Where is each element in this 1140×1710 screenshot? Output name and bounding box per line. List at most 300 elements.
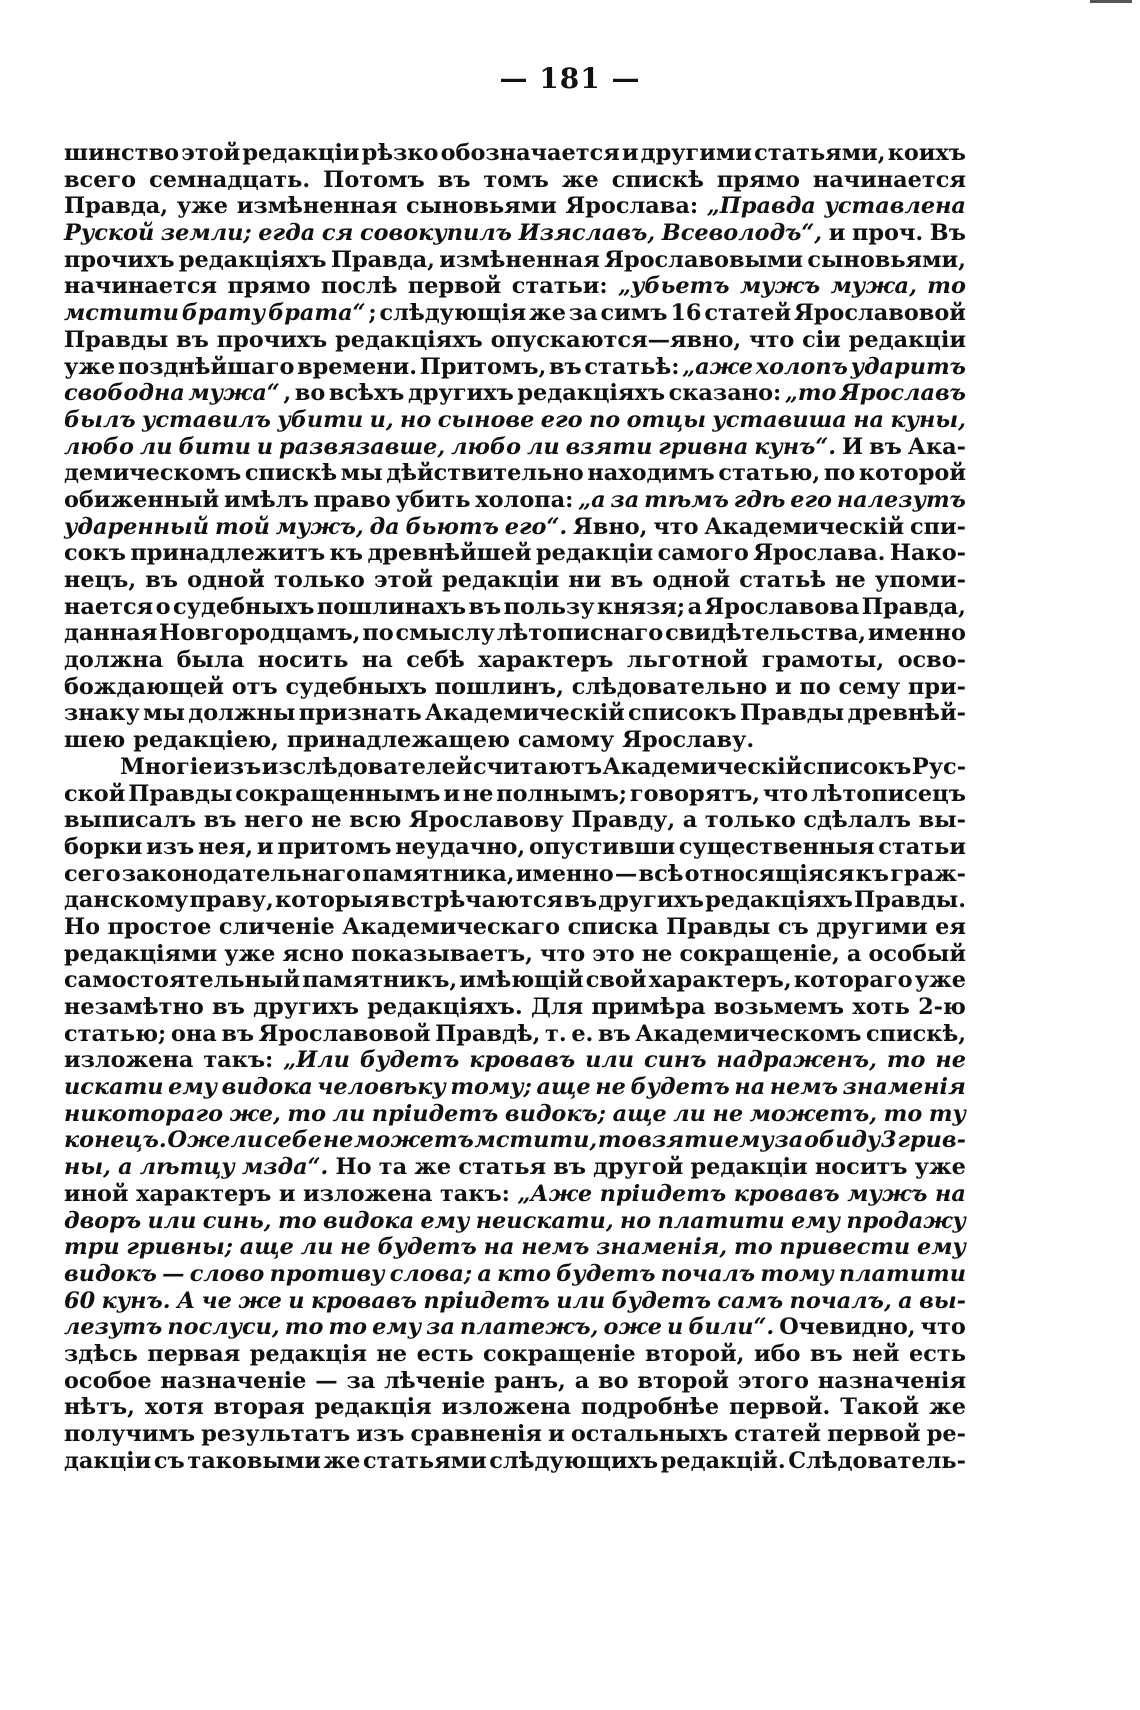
word: Ярославову <box>408 807 564 834</box>
word: лѣченіе <box>384 1367 486 1394</box>
quoted-word: видока <box>322 1207 415 1234</box>
quoted-word: то <box>883 1100 923 1127</box>
word: имѣлъ <box>224 486 309 513</box>
word: къ <box>329 540 363 567</box>
word: статью, <box>718 460 821 487</box>
quoted-word: обиду <box>803 1127 881 1154</box>
text-line <box>64 300 966 327</box>
word: Очевидно, <box>779 1314 916 1341</box>
text-line <box>64 434 966 461</box>
text-line <box>64 1341 966 1368</box>
text-line <box>64 594 966 621</box>
text-line <box>64 407 966 434</box>
text-line <box>64 1127 966 1154</box>
word: мы <box>340 460 383 487</box>
word: статьями, <box>754 140 886 166</box>
word: же <box>561 166 599 193</box>
word: въ <box>564 887 598 914</box>
word: была <box>176 647 245 674</box>
word: полнымъ; <box>496 780 628 807</box>
quoted-word: гривна <box>658 433 749 460</box>
quoted-word: да <box>369 513 400 540</box>
word: при- <box>908 673 966 700</box>
word: не <box>310 807 342 834</box>
word: ре- <box>926 1421 966 1447</box>
text-line <box>64 1314 966 1341</box>
quoted-word: — <box>162 1260 185 1287</box>
quoted-word: или <box>585 1047 635 1074</box>
quoted-word: „а <box>578 486 606 513</box>
text-line <box>64 994 966 1021</box>
quoted-word: убити <box>277 406 364 433</box>
word: Правду, <box>571 807 676 834</box>
word: статьи <box>878 833 966 860</box>
word: Ака- <box>907 433 966 460</box>
word: только <box>273 567 365 593</box>
quoted-word: мужъ, <box>275 513 364 540</box>
word: Но <box>335 1154 372 1181</box>
quoted-word: три <box>64 1234 120 1261</box>
word: т. <box>545 1020 567 1047</box>
word: должны <box>188 700 296 727</box>
word: Явно, <box>573 513 648 540</box>
word: самого <box>657 540 749 567</box>
quoted-word: любо <box>451 433 522 460</box>
quoted-word: можетъ <box>354 1127 474 1154</box>
text-line <box>64 834 966 861</box>
quoted-word: любо <box>64 433 134 460</box>
word: первой <box>407 273 502 300</box>
text-line <box>64 700 966 727</box>
word: не <box>376 1340 408 1367</box>
word: въ <box>203 807 237 834</box>
word: хоть <box>852 994 910 1020</box>
quoted-word: Всеволодъ“, <box>661 220 823 247</box>
quoted-word: сынове <box>437 406 535 433</box>
quoted-word: ему <box>168 1074 218 1101</box>
word: особое <box>64 1367 152 1394</box>
text-line <box>64 487 966 514</box>
word: И <box>842 433 864 460</box>
word: Ярославовыми <box>604 246 804 273</box>
word: здѣсь <box>64 1340 138 1367</box>
word: дакціи <box>64 1447 152 1474</box>
word: семнадцать. <box>149 166 311 193</box>
word: во <box>294 380 326 407</box>
word: памятникъ, <box>302 967 458 994</box>
word: Академическомъ <box>635 1020 862 1047</box>
quoted-word: „аже <box>682 353 754 380</box>
word: бождающей <box>64 673 224 700</box>
word: особый <box>868 940 966 967</box>
word: Академическій <box>602 753 803 780</box>
word: же <box>529 300 566 327</box>
quoted-word: за <box>774 1127 804 1154</box>
quoted-word: противу <box>269 1260 385 1287</box>
quoted-word: а <box>118 1154 133 1181</box>
word: вы- <box>918 807 966 834</box>
word: другими <box>816 913 928 940</box>
word: первая <box>147 1340 241 1367</box>
word: сокъ <box>64 540 126 567</box>
word: Новгородцамъ, <box>159 620 361 647</box>
word: статей <box>704 300 792 327</box>
quoted-word: и <box>256 433 274 460</box>
word: носитъ <box>814 1154 908 1181</box>
word: ибо <box>753 1340 801 1367</box>
quoted-word: или <box>147 1207 197 1234</box>
quoted-word: „Правда <box>706 193 816 220</box>
word: дѣйствительно <box>386 460 584 487</box>
word: Ярослава: <box>565 193 699 220</box>
word: статьи: <box>511 273 608 300</box>
word: же <box>929 1394 966 1421</box>
word: изложена <box>303 1180 433 1207</box>
word: редакціяхъ <box>705 887 853 914</box>
word: выписалъ <box>64 807 197 834</box>
word: нея, <box>198 833 254 860</box>
word: назначенія <box>817 1367 966 1394</box>
quoted-word: неискати, <box>475 1207 614 1234</box>
word: Правды <box>64 326 169 353</box>
text-line <box>64 380 966 407</box>
quoted-word: видокъ <box>64 1260 157 1287</box>
quoted-word: мужа, <box>830 273 917 300</box>
word: судебныхъ <box>172 593 315 620</box>
quoted-word: совокупилъ <box>359 220 512 247</box>
word: одной <box>652 567 731 593</box>
quoted-word: на <box>935 1180 966 1207</box>
word: грамоты, <box>761 647 885 674</box>
word: сравненія <box>410 1421 542 1447</box>
word: такъ: <box>203 1047 274 1074</box>
text-line <box>64 354 966 381</box>
quoted-word: продажу <box>846 1207 966 1234</box>
word: именно <box>867 620 966 647</box>
word: прямо <box>716 166 800 193</box>
text-line <box>64 674 966 701</box>
word: статья <box>458 1154 547 1181</box>
word: — <box>315 1367 338 1394</box>
word: ея <box>935 913 966 940</box>
word: упоми- <box>874 567 966 593</box>
word: себѣ <box>406 647 465 674</box>
word: по <box>823 460 856 487</box>
word: Ярославовой <box>794 300 966 327</box>
word: другихъ <box>253 994 359 1020</box>
quoted-word: то <box>287 1100 327 1127</box>
scan-edge-mark <box>1090 0 1132 3</box>
word: холопа: <box>475 486 574 513</box>
word: него <box>244 807 304 834</box>
quoted-word: „то <box>784 380 837 407</box>
word: въ <box>145 567 178 593</box>
word: съ <box>153 1447 185 1474</box>
quoted-word: не <box>712 1100 744 1127</box>
quoted-word: 3 <box>881 1127 897 1154</box>
word: послѣ <box>320 273 398 300</box>
quoted-word: брата“ <box>268 300 366 327</box>
quoted-word: ему <box>372 1314 422 1341</box>
word: обиженный <box>64 486 220 513</box>
quoted-word: но <box>400 406 432 433</box>
quoted-word: пріидетъ <box>423 1287 550 1314</box>
text-line <box>64 941 966 968</box>
word: редакціи <box>442 567 560 593</box>
word: изъ <box>213 753 262 780</box>
word: проч. <box>851 220 924 247</box>
quoted-word: „Аже <box>517 1180 593 1207</box>
text-line <box>64 1421 966 1448</box>
word: князя; <box>596 593 686 620</box>
word: въ <box>553 1154 586 1181</box>
word: граж- <box>890 860 966 887</box>
word: носить <box>257 647 349 674</box>
word: сего <box>64 860 121 887</box>
text-line <box>64 1208 966 1235</box>
quoted-word: „убьетъ <box>618 273 730 300</box>
word: Многіе <box>120 753 213 780</box>
word: всего <box>64 166 137 193</box>
quoted-word: налезутъ <box>836 486 966 513</box>
word: сличеніе <box>218 913 335 940</box>
paragraph <box>64 140 966 754</box>
word: нецъ, <box>64 567 137 593</box>
quoted-word: че <box>201 1287 232 1314</box>
text-line <box>64 167 966 194</box>
page-number: — 181 — <box>499 62 641 95</box>
word: судебныхъ <box>285 673 427 700</box>
word: редакціи <box>848 326 966 353</box>
quoted-word: привести <box>779 1234 911 1261</box>
word: имѣющій <box>459 967 584 994</box>
quoted-word: платити <box>657 1207 785 1234</box>
word: Рус- <box>911 753 966 780</box>
word: лѣтописецъ <box>810 780 966 807</box>
quoted-word: уставлена <box>824 193 966 220</box>
word: относящіяся <box>684 860 855 887</box>
quoted-word: бити <box>178 433 251 460</box>
word: признать <box>298 700 422 727</box>
quoted-word: лѣтцу <box>139 1154 235 1181</box>
word: и <box>548 1421 565 1447</box>
word: принадлежитъ <box>130 540 326 567</box>
word: а <box>846 940 862 967</box>
quoted-word: его“. <box>504 513 568 540</box>
quoted-word: будетъ <box>556 1260 656 1287</box>
quoted-word: мстити <box>64 300 179 327</box>
quoted-word: послуси, <box>167 1314 280 1341</box>
quoted-word: самъ <box>717 1287 784 1314</box>
quoted-word: мужа“ <box>188 380 280 407</box>
quoted-word: то <box>886 1047 926 1074</box>
quoted-word: Изяславъ, <box>518 220 656 247</box>
word: редакціи <box>535 540 654 567</box>
quoted-word: ли <box>673 1100 706 1127</box>
quoted-word: не <box>595 1074 626 1101</box>
word: что <box>653 513 699 540</box>
text-line <box>64 754 966 781</box>
word: а <box>574 1367 590 1394</box>
word: статьѣ <box>739 567 827 593</box>
word: сему <box>838 673 901 700</box>
word: за <box>568 300 598 327</box>
word: редакціяхъ <box>517 380 665 407</box>
quoted-word: ему <box>724 1127 774 1154</box>
quoted-word: мстити, <box>474 1127 598 1154</box>
quoted-word: видока <box>221 1074 313 1101</box>
word: во <box>598 1367 629 1394</box>
word: та <box>378 1154 408 1181</box>
word: характеръ <box>478 647 614 674</box>
quoted-word: не <box>322 1127 354 1154</box>
word: шинство <box>64 140 180 166</box>
word: сыновьями, <box>807 246 966 273</box>
word: начинается <box>64 273 218 300</box>
text-line <box>64 1101 966 1128</box>
word: ясно <box>282 940 344 967</box>
word: сокращеннымъ <box>235 780 441 807</box>
word: говорятъ, <box>629 780 761 807</box>
word: законодательнаго <box>121 860 362 887</box>
quoted-word: свободна <box>64 380 185 407</box>
word: назначеніе <box>160 1367 307 1394</box>
word: статьѣ: <box>584 353 680 380</box>
word: первой. <box>729 1394 831 1421</box>
word: уже <box>64 353 116 380</box>
quoted-word: синъ <box>643 1047 707 1074</box>
word: же <box>323 1447 361 1474</box>
quoted-word: немъ <box>769 1074 838 1101</box>
word: Правды. <box>853 887 966 914</box>
word: возьмемъ <box>713 994 845 1020</box>
word: Нако- <box>889 540 966 567</box>
quoted-word: на <box>734 1074 766 1101</box>
word: другой <box>593 1154 684 1181</box>
quoted-word: и <box>667 1314 684 1341</box>
word: всѣхъ <box>328 380 405 407</box>
word: Правда, <box>64 193 169 220</box>
word: и <box>621 140 639 166</box>
word: такъ: <box>439 1180 510 1207</box>
word: сыновьями <box>406 193 557 220</box>
word: позднѣйшаго <box>117 353 295 380</box>
word: получимъ <box>64 1421 196 1447</box>
quoted-word: А <box>176 1287 196 1314</box>
word: считаютъ <box>473 753 603 780</box>
word: редакцій. <box>660 1447 786 1474</box>
word: которыя <box>274 887 390 914</box>
quoted-word: холопъ <box>755 353 848 380</box>
word: Академическій <box>425 700 625 727</box>
word: Притомъ, <box>419 353 547 380</box>
word: сокращеніе, <box>679 940 840 967</box>
word: списокъ <box>802 753 912 780</box>
word: Въ <box>929 220 966 247</box>
word: Такой <box>840 1394 920 1421</box>
word: не <box>641 940 673 967</box>
word: списка <box>567 913 659 940</box>
quoted-word: надраженъ, <box>716 1047 877 1074</box>
quoted-word: слово <box>189 1260 265 1287</box>
word: этого <box>737 1367 809 1394</box>
quoted-word: почалъ, <box>789 1287 892 1314</box>
word: право <box>313 486 391 513</box>
word: ней <box>852 1340 900 1367</box>
quoted-word: Ярославъ <box>840 380 966 407</box>
quoted-word: то <box>927 273 966 300</box>
word: древнѣйшей <box>367 540 532 567</box>
word: уже <box>914 1154 966 1181</box>
word: опускаются—явно, <box>490 326 742 353</box>
text-line <box>64 1234 966 1261</box>
word: спискѣ, <box>866 1020 966 1047</box>
quoted-word: оже <box>603 1314 662 1341</box>
quoted-word: то <box>284 1314 324 1341</box>
word: къ <box>855 860 889 887</box>
word: редакція <box>249 1340 367 1367</box>
text-line <box>64 620 966 647</box>
quoted-word: не <box>340 1234 371 1261</box>
word: одной <box>187 567 265 593</box>
word: Ярославова <box>704 593 860 620</box>
word: въ <box>597 1020 631 1047</box>
word: встрѣчаются <box>390 887 564 914</box>
word: таковыми <box>187 1447 321 1474</box>
word: пошлинъ, <box>434 673 564 700</box>
word: спи- <box>909 513 966 540</box>
text-line <box>64 1448 966 1475</box>
quoted-word: платити <box>838 1260 966 1287</box>
quoted-word: ли <box>139 433 173 460</box>
word: этой <box>181 140 241 166</box>
word: что <box>749 326 795 353</box>
word: , <box>283 380 292 407</box>
word: именно <box>515 860 614 887</box>
word: котораго <box>793 967 913 994</box>
word: что <box>920 1314 966 1341</box>
text-line <box>64 1261 966 1288</box>
word: и <box>443 780 460 807</box>
word: незамѣтно <box>64 994 204 1020</box>
word: о <box>155 593 171 620</box>
word: редакціяхъ <box>178 246 327 273</box>
word: первой <box>827 1421 921 1447</box>
text-line <box>64 1074 966 1101</box>
word: мы <box>143 700 185 727</box>
quoted-word: то <box>328 1314 368 1341</box>
word: всѣ <box>638 860 684 887</box>
word: опустивши <box>529 833 676 860</box>
quoted-word: искати <box>64 1074 164 1101</box>
quoted-word: тѣмъ <box>644 486 729 513</box>
word: изъ <box>146 833 195 860</box>
quoted-word: почалъ <box>660 1260 756 1287</box>
text-line <box>64 781 966 808</box>
word: Правды <box>666 913 771 940</box>
word: Ярославу. <box>622 727 755 754</box>
text-line <box>64 1181 966 1208</box>
quoted-word: отцы <box>626 406 706 433</box>
word: только <box>704 807 796 834</box>
word: другихъ <box>598 887 704 914</box>
word: прочихъ <box>216 326 328 353</box>
word: времени. <box>297 353 418 380</box>
text-line <box>64 727 966 754</box>
word: редакціяхъ <box>335 326 483 353</box>
quoted-word: ему <box>916 1234 966 1261</box>
quoted-word: егда <box>258 220 316 247</box>
